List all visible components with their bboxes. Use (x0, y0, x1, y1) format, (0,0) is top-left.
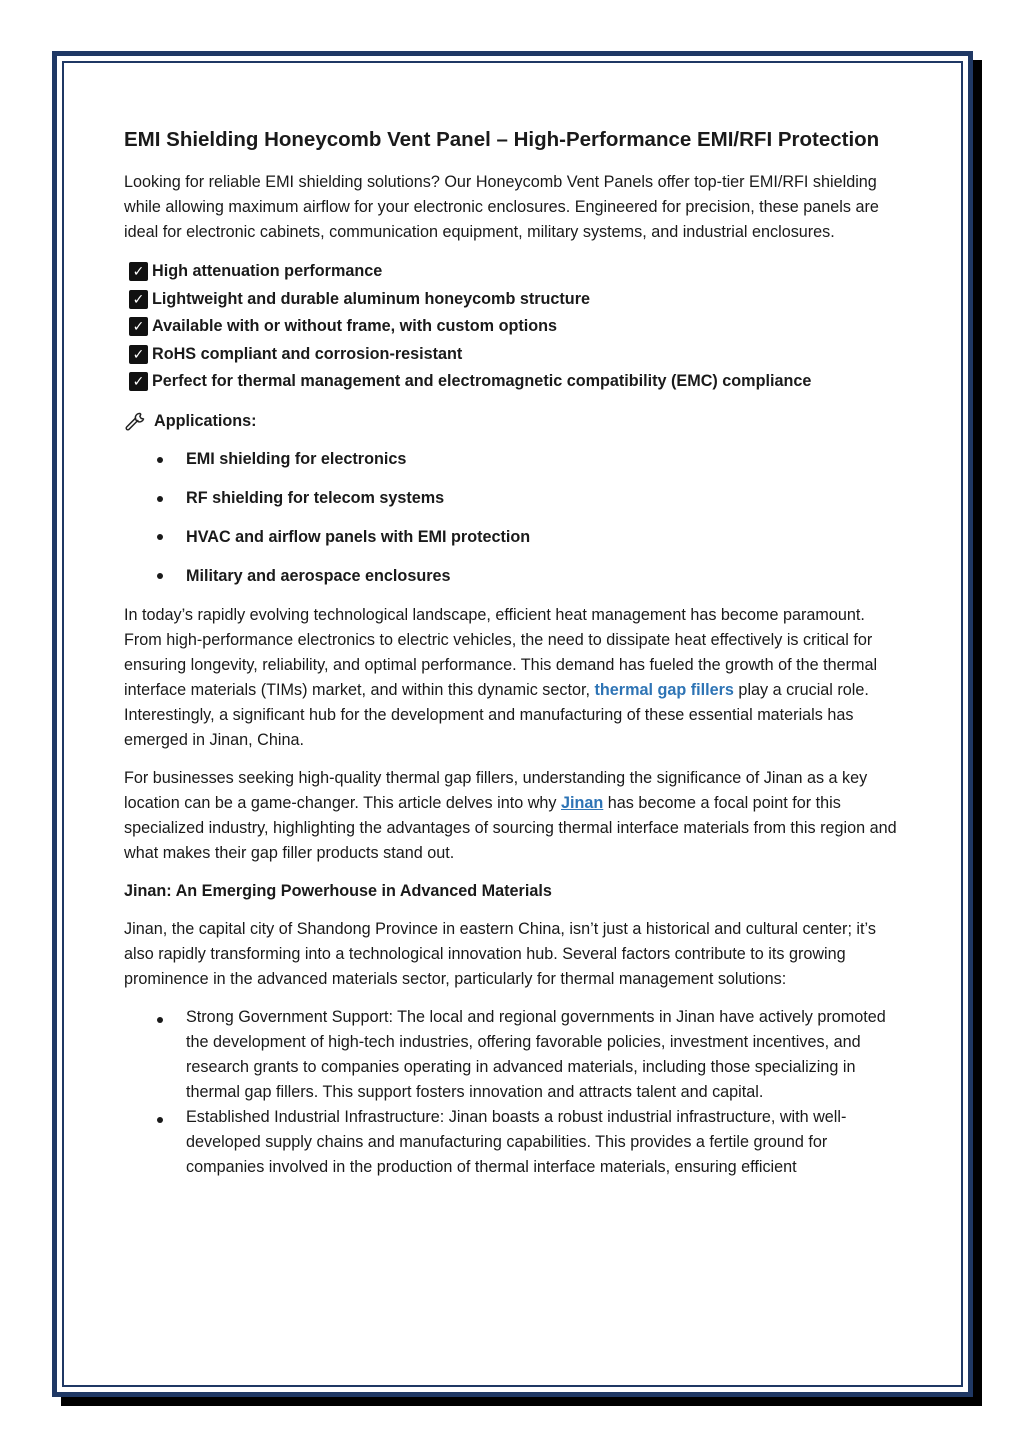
feature-item (124, 313, 906, 341)
feature-label: RoHS compliant and corrosion-resistant (152, 344, 463, 363)
list-item-text: RF shielding for telecom systems (186, 489, 445, 508)
section-heading: Jinan: An Emerging Powerhouse in Advanced Materials (124, 881, 552, 900)
feature-label: Perfect for thermal management and electromagnetic compatibility (EMC) compliance (152, 372, 812, 391)
text-run: In today’s rapidly evolving technological landscape, efficient heat management has become paramount. From high-performance electronics to electric vehicles, the need to dissipate heat effectively is critical for ensuring longevity, reliability, and optimal performance. This demand has fueled the growth of the thermal interface materials (TIMs) market, and within this dynamic sector, (124, 605, 878, 699)
feature-label: High attenuation performance (152, 262, 383, 281)
list-item (124, 518, 906, 557)
factors-list (124, 1005, 906, 1180)
check-icon: ✓ (129, 290, 148, 309)
check-icon: ✓ (129, 345, 148, 364)
feature-item (124, 286, 906, 314)
check-icon: ✓ (129, 372, 148, 391)
wrench-icon (124, 411, 148, 433)
bullet-icon (157, 1117, 163, 1123)
bullet-icon (157, 496, 163, 502)
document-content (124, 124, 906, 1180)
body-paragraph (124, 603, 906, 753)
feature-label: Lightweight and durable aluminum honeycomb structure (152, 289, 590, 308)
applications-label: Applications: (154, 412, 257, 430)
feature-item (124, 258, 906, 286)
applications-list (124, 441, 906, 596)
body-paragraph (124, 766, 906, 866)
page-title: EMI Shielding Honeycomb Vent Panel – High-Performance EMI/RFI Protection (124, 128, 880, 151)
jinan-link[interactable]: Jinan (561, 793, 604, 812)
list-item (124, 441, 906, 480)
feature-item (124, 368, 906, 396)
list-item (124, 557, 906, 596)
body-paragraph: Jinan, the capital city of Shandong Province in eastern China, isn’t just a historical and cultural center; it’s also rapidly transforming into a technological innovation hub. Several factors contribute to its growing prominence in the advanced materials sector, particularly for thermal management solutions: (124, 919, 876, 988)
bullet-icon (157, 573, 163, 579)
text-run: For businesses seeking high-quality thermal gap fillers, understanding the significance of Jinan as a key location can be a game-changer. This article delves into why (124, 768, 868, 812)
bullet-icon (157, 1017, 163, 1023)
check-icon: ✓ (129, 317, 148, 336)
list-item-text: EMI shielding for electronics (186, 450, 407, 469)
feature-item (124, 341, 906, 369)
text-run: play a crucial role. Interestingly, a significant hub for the development and manufacturing of these essential materials has emerged in Jinan, China. (124, 680, 869, 749)
list-item (124, 1105, 906, 1180)
list-item (124, 479, 906, 518)
thermal-gap-fillers-link[interactable]: thermal gap fillers (594, 680, 734, 699)
list-item-text: Established Industrial Infrastructure: Jinan boasts a robust industrial infrastructure, with well-developed supply chains and manufacturing capabilities. This provides a fertile ground for companies involved in the production of thermal interface materials, ensuring efficient (186, 1107, 847, 1176)
list-item-text: Military and aerospace enclosures (186, 566, 451, 585)
bullet-icon (157, 457, 163, 463)
list-item (124, 1005, 906, 1105)
text-run: has become a focal point for this specialized industry, highlighting the advantages of sourcing thermal interface materials from this region and what makes their gap filler products stand out. (124, 793, 897, 862)
bullet-icon (157, 534, 163, 540)
applications-heading (124, 408, 906, 436)
feature-label: Available with or without frame, with custom options (152, 317, 558, 336)
list-item-text: Strong Government Support: The local and regional governments in Jinan have actively promoted the development of high-tech industries, offering favorable policies, investment incentives, and research grants to companies operating in advanced materials, including those specializing in thermal gap fillers. This support fosters innovation and attracts talent and capital. (186, 1007, 886, 1101)
list-item-text: HVAC and airflow panels with EMI protection (186, 527, 531, 546)
check-icon: ✓ (129, 262, 148, 281)
intro-paragraph: Looking for reliable EMI shielding solutions? Our Honeycomb Vent Panels offer top-tier EMI/RFI shielding while allowing maximum airflow for your electronic enclosures. Engineered for precision, these panels are ideal for electronic cabinets, communication equipment, military systems, and industrial enclosures. (124, 173, 879, 241)
feature-list (124, 258, 906, 396)
